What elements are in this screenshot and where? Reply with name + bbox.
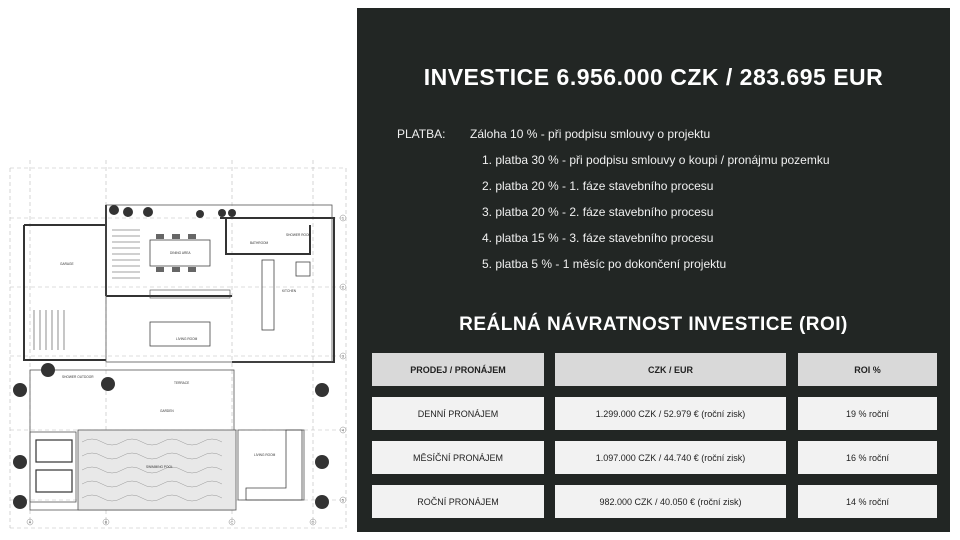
table-cell-type: ROČNÍ PRONÁJEM [372, 485, 544, 518]
table-cell-type: DENNÍ PRONÁJEM [372, 397, 544, 430]
label-lounge: LIVING ROOM [254, 453, 276, 457]
payment-item: 5. platba 5 % - 1 měsíc po dokončení projektu [482, 257, 727, 271]
grid-number-4: 4 [341, 427, 345, 433]
label-bathroom: BATHROOM [250, 241, 269, 245]
label-terrace: TERRACE [174, 381, 190, 385]
payment-item: 1. platba 30 % - při podpisu smlouvy o koupi / pronájmu pozemku [482, 153, 830, 167]
payment-list [470, 127, 830, 283]
label-outdoor-shower: SHOWER OUTDOOR [62, 375, 94, 379]
table-cell-roi: 14 % roční [798, 485, 937, 518]
table-cell-amount: 1.097.000 CZK / 44.740 € (roční zisk) [555, 441, 786, 474]
grid-letter-d: D [311, 519, 315, 525]
grid-number-5: 5 [341, 497, 345, 503]
grid-letter-c: C [230, 519, 234, 525]
table-cell-amount: 1.299.000 CZK / 52.979 € (roční zisk) [555, 397, 786, 430]
grid-number-2: 2 [341, 284, 345, 290]
table-cell-roi: 19 % roční [798, 397, 937, 430]
payment-label: PLATBA: [397, 127, 446, 141]
table-header-amount: CZK / EUR [555, 353, 786, 386]
payment-item: 4. platba 15 % - 3. fáze stavebního procesu [482, 231, 714, 245]
label-shower: SHOWER ROOM [286, 233, 312, 237]
investment-headline: INVESTICE 6.956.000 CZK / 283.695 EUR [423, 64, 884, 90]
table-cell-roi: 16 % roční [798, 441, 937, 474]
grid-letter-b: B [104, 519, 108, 525]
table-cell-type: MĚSÍČNÍ PRONÁJEM [372, 441, 544, 474]
table-cell-amount: 982.000 CZK / 40.050 € (roční zisk) [555, 485, 786, 518]
grid-number-3: 3 [341, 353, 345, 359]
grid-letter-a: A [28, 519, 32, 525]
label-kitchen: KITCHEN [282, 289, 296, 293]
floor-plan [0, 150, 356, 534]
grid-number-1: 1 [341, 215, 345, 221]
label-dining: DINING AREA [170, 251, 191, 255]
label-garden: GARDEN [160, 409, 174, 413]
payment-item: Záloha 10 % - při podpisu smlouvy o projektu [470, 127, 711, 141]
roi-title: REÁLNÁ NÁVRATNOST INVESTICE (ROI) [459, 314, 848, 335]
label-living: LIVING ROOM [176, 337, 198, 341]
table-header-roi: ROI % [798, 353, 937, 386]
label-garage: GARAGE [60, 262, 74, 266]
investment-panel [357, 8, 950, 532]
table-header-type: PRODEJ / PRONÁJEM [372, 353, 544, 386]
floor-plan-drawing [0, 150, 356, 534]
label-pool: SWIMMING POOL [146, 465, 173, 469]
payment-item: 2. platba 20 % - 1. fáze stavebního procesu [482, 179, 714, 193]
payment-item: 3. platba 20 % - 2. fáze stavebního procesu [482, 205, 714, 219]
